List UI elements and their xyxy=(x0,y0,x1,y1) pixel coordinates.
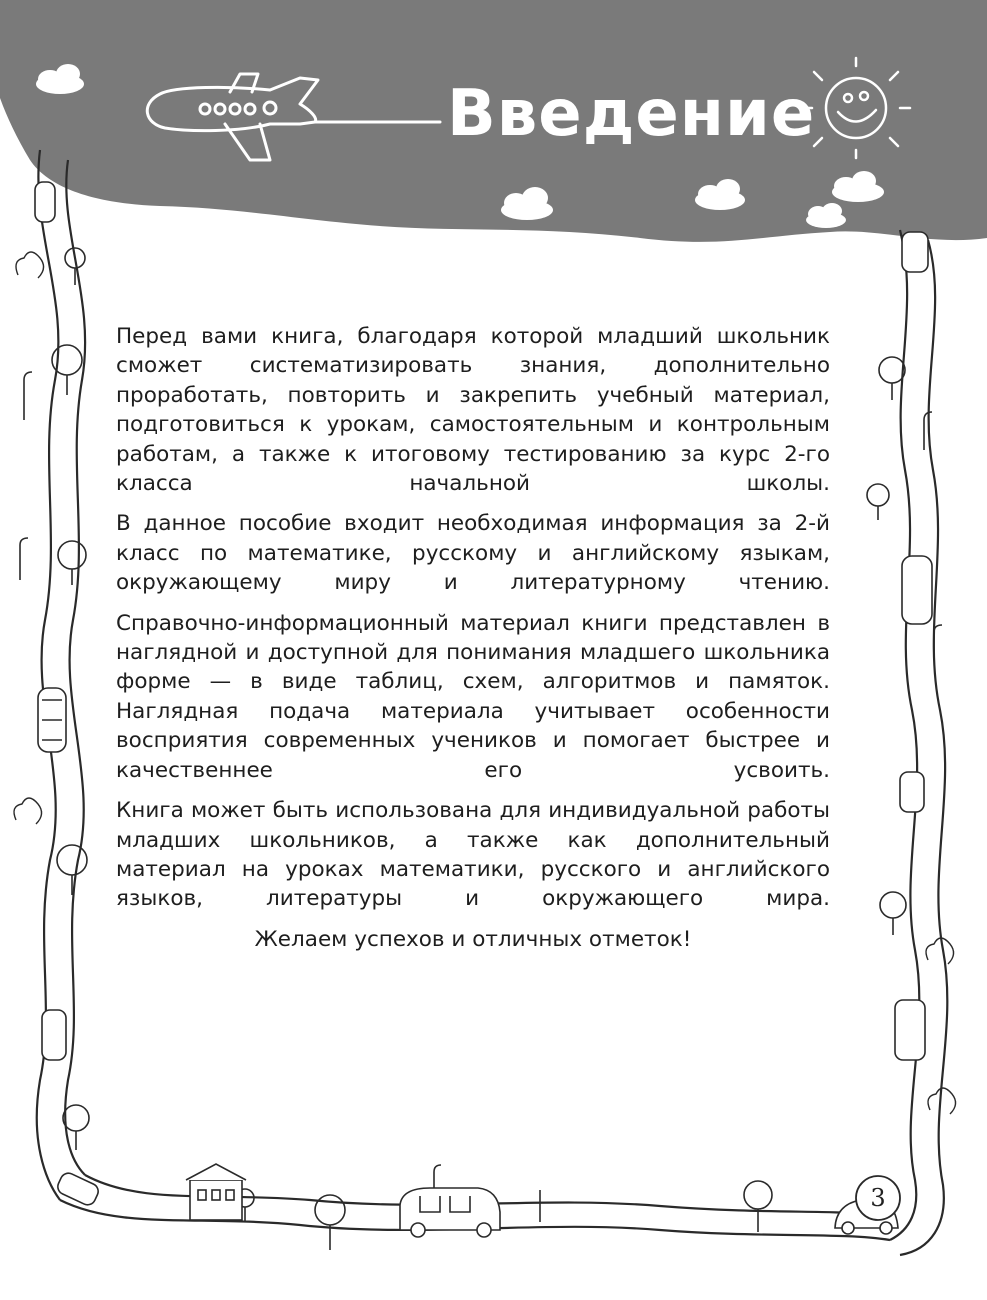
car-icon xyxy=(895,1000,925,1060)
page-number: 3 xyxy=(870,1184,886,1212)
paragraph: В данное пособие входит необходимая информация за 2-й класс по математике, русскому и английскому языкам, окружающему миру и литературному чтению. xyxy=(116,511,830,596)
car-icon xyxy=(35,182,55,222)
intro-text xyxy=(116,322,830,965)
car-icon xyxy=(42,1010,66,1060)
bus-icon xyxy=(38,688,66,752)
paragraph: Справочно-информационный материал книги представлен в наглядной и доступной для понимания младшего школьника форме — в виде таблиц, схем, алгоритмов и памяток. Наглядная подача материала учитывает особенности восприятия современных учеников и помогает быстрее и качественнее его усвоить. xyxy=(116,610,830,783)
tree-icon xyxy=(57,845,87,895)
paragraph: Книга может быть использована для индивидуальной работы младших школьников, а также как дополнительный материал на уроках математики, русского и английского языков, литературы и окружающего мира. xyxy=(116,798,830,912)
car-icon xyxy=(902,232,928,272)
paragraph: Перед вами книга, благодаря которой младший школьник сможет систематизировать знания, дополнительно проработать, повторить и закрепить учебный материал, подготовиться к урокам, самостоятельным и контрольным работам, а также к итоговому тестированию за курс 2-го класса начальной школы. xyxy=(116,324,830,497)
tree-icon xyxy=(867,484,889,520)
tree-icon xyxy=(52,345,82,395)
streetlamp-icon xyxy=(934,625,942,660)
tree-icon xyxy=(880,892,906,935)
streetlamp-icon xyxy=(20,538,28,580)
tree-icon xyxy=(63,1105,89,1150)
house-icon xyxy=(186,1164,246,1220)
bus-icon xyxy=(902,556,932,624)
tree-icon xyxy=(58,541,86,585)
page-title: Введение xyxy=(447,77,816,151)
streetlamp-icon xyxy=(24,372,32,420)
road-right xyxy=(890,230,947,1255)
tree-icon xyxy=(744,1181,772,1232)
bus-icon xyxy=(400,1188,500,1237)
car-icon xyxy=(900,772,924,812)
closing-wish: Желаем успехов и отличных отметок! xyxy=(254,926,692,952)
